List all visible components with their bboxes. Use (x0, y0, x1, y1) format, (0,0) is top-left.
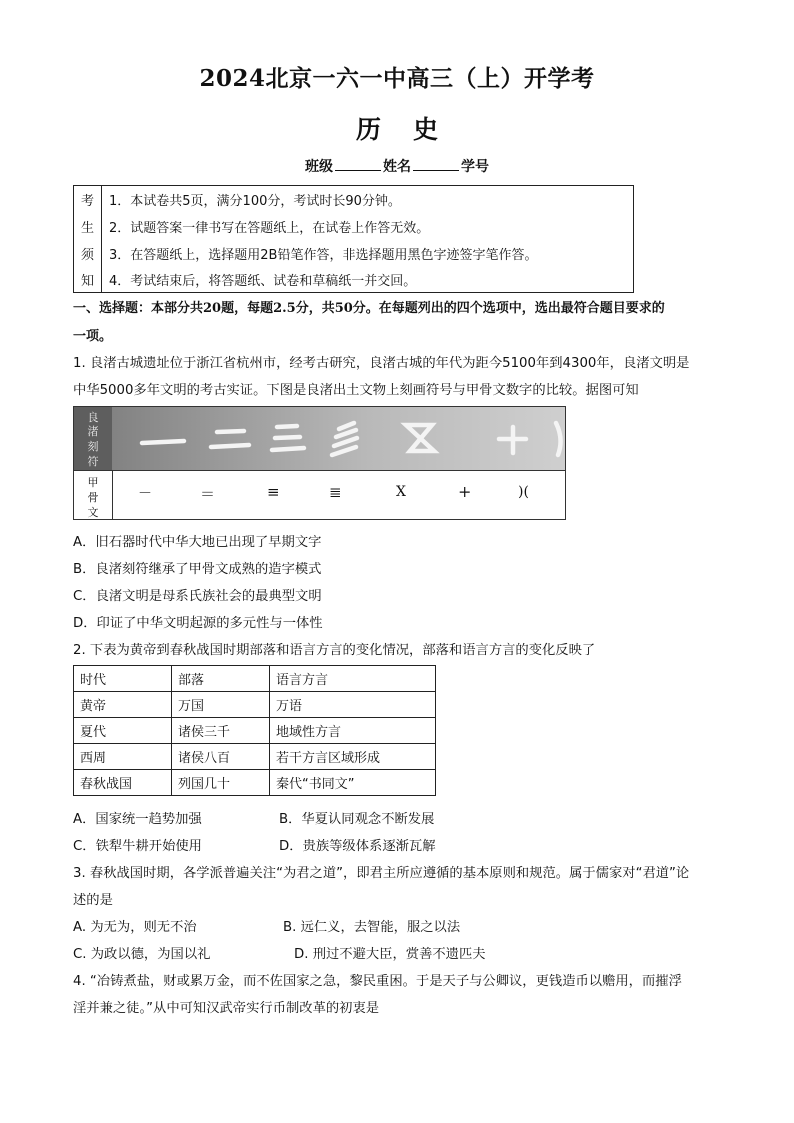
q2-table (73, 665, 436, 796)
q3-option-a[interactable]: A. 为无为，则无不治 (73, 920, 197, 935)
table-cell: 部落 (172, 666, 270, 692)
page-title: 2024北京一六一中高三（上）开学考 (199, 65, 595, 92)
label-char: 文 (87, 506, 99, 519)
section-heading-line1: 一、选择题：本部分共20题，每题2.5分，共50分。在每题列出的四个选项中，选出最符合题目要求的 (73, 301, 665, 316)
q3-option-c[interactable]: C. 为政以德，为国以礼 (73, 947, 211, 962)
name-label: 姓名 (383, 159, 411, 175)
liangzhu-label (74, 407, 112, 471)
q2-option-d[interactable]: D．贵族等级体系逐渐瓦解 (279, 839, 436, 854)
q2-option-a[interactable]: A．国家统一趋势加强 (73, 812, 202, 827)
table-cell: 诸侯八百 (172, 744, 270, 770)
label-char: 甲 (87, 476, 99, 489)
jiagu-glyph: X (396, 484, 406, 500)
table-row (74, 744, 436, 770)
jiagu-glyph: ≡ (267, 483, 280, 501)
jiaguwen-label (74, 471, 113, 519)
table-cell: 夏代 (74, 718, 172, 744)
table-cell: 春秋战国 (74, 770, 172, 796)
notice-item: 3．在答题纸上，选择题用2B铅笔作答，非选择题用黑色字迹签字笔作答。 (109, 248, 538, 263)
q3-option-b[interactable]: B. 远仁义，去智能，服之以法 (283, 920, 461, 935)
table-cell: 秦代“书同文” (270, 770, 436, 796)
figure-row-divider (74, 470, 565, 471)
label-char: 骨 (87, 491, 99, 504)
label-char: 符 (87, 455, 99, 468)
notice-item: 4．考试结束后，将答题纸、试卷和草稿纸一并交回。 (109, 274, 417, 289)
notice-label-char: 须 (80, 248, 94, 263)
q1-option-b[interactable]: B．良渚刻符继承了甲骨文成熟的造字模式 (73, 562, 322, 577)
section-heading-line2: 一项。 (73, 329, 113, 344)
q4-stem-line2: 淫并兼之徒。”从中可知汉武帝实行币制改革的初衷是 (73, 1001, 380, 1016)
q2-stem: 2. 下表为黄帝到春秋战国时期部落和语言方言的变化情况，部落和语言方言的变化反映了 (73, 643, 596, 658)
q3-stem-line1: 3. 春秋战国时期，各学派普遍关注“为君之道”，即君主所应遵循的基本原则和规范。属于儒家对“君道”论 (73, 866, 690, 881)
jiagu-glyph: )( (518, 484, 529, 500)
q2-option-c[interactable]: C．铁犁牛耕开始使用 (73, 839, 202, 854)
notice-label-char: 考 (80, 194, 94, 209)
name-blank[interactable] (413, 158, 459, 171)
jiagu-glyph: + (458, 482, 472, 501)
table-row (74, 666, 436, 692)
table-cell: 万语 (270, 692, 436, 718)
q4-stem-line1: 4. “冶铸煮盐，财或累万金，而不佐国家之急，黎民重困。于是天子与公卿议，更钱造币以赡用，而摧浮 (73, 974, 682, 989)
q2-option-b[interactable]: B．华夏认同观念不断发展 (279, 812, 435, 827)
liangzhu-engraved-symbols (114, 407, 564, 471)
table-cell: 若干方言区域形成 (270, 744, 436, 770)
jiagu-glyph: － (138, 486, 152, 502)
notice-item: 1．本试卷共5页，满分100分，考试时长90分钟。 (109, 194, 401, 209)
table-row (74, 692, 436, 718)
table-cell: 语言方言 (270, 666, 436, 692)
table-cell: 列国几十 (172, 770, 270, 796)
table-cell: 地域性方言 (270, 718, 436, 744)
exam-notice-box (73, 185, 634, 293)
table-cell: 诸侯三千 (172, 718, 270, 744)
q3-stem-line2: 述的是 (73, 893, 113, 908)
q3-option-d[interactable]: D. 刑过不避大臣，赏善不遗匹夫 (294, 947, 486, 962)
table-cell: 黄帝 (74, 692, 172, 718)
q1-stem-line1: 1. 良渚古城遗址位于浙江省杭州市，经考古研究，良渚古城的年代为距今5100年到4300年，良渚文明是 (73, 356, 690, 371)
notice-item: 2．试题答案一律书写在答题纸上，在试卷上作答无效。 (109, 221, 430, 236)
subject-title: 历史 (355, 115, 470, 144)
label-char: 刻 (87, 440, 99, 453)
table-cell: 西周 (74, 744, 172, 770)
q1-stem-line2: 中华5000多年文明的考古实证。下图是良渚出土文物上刻画符号与甲骨文数字的比较。据图可知 (73, 383, 639, 398)
table-row (74, 770, 436, 796)
table-cell: 时代 (74, 666, 172, 692)
jiagu-glyph: ＝ (200, 485, 216, 503)
notice-label-char: 生 (80, 221, 94, 236)
class-label: 班级 (305, 159, 333, 175)
q1-option-d[interactable]: D．印证了中华文明起源的多元性与一体性 (73, 616, 323, 631)
q1-option-c[interactable]: C．良渚文明是母系氏族社会的最典型文明 (73, 589, 322, 604)
notice-label-char: 知 (80, 274, 94, 289)
label-char: 良 (87, 411, 99, 424)
student-info-line (0, 156, 794, 176)
jiagu-glyph: ≣ (329, 483, 342, 501)
table-row (74, 718, 436, 744)
id-label: 学号 (461, 159, 489, 175)
label-char: 渚 (87, 425, 99, 438)
table-cell: 万国 (172, 692, 270, 718)
class-blank[interactable] (335, 158, 381, 171)
q1-option-a[interactable]: A．旧石器时代中华大地已出现了早期文字 (73, 535, 322, 550)
notice-label-column (74, 186, 102, 292)
q1-figure (73, 406, 566, 520)
